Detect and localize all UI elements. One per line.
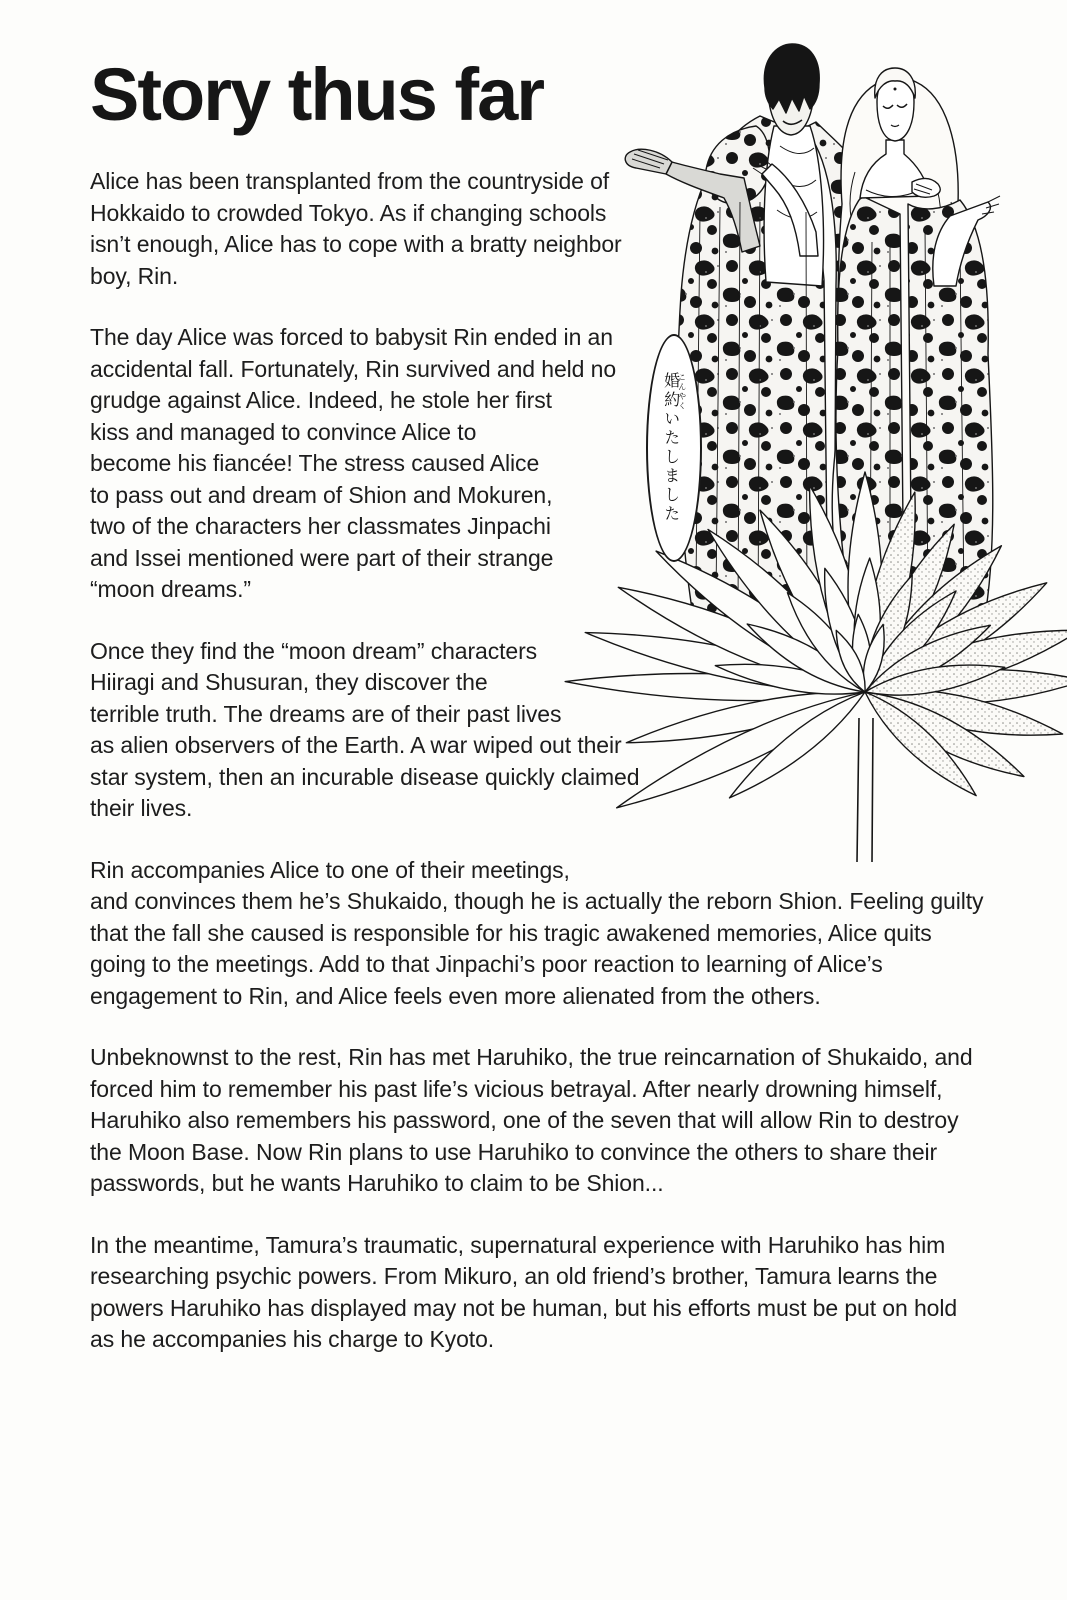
story-paragraph-6: In the meantime, Tamura’s traumatic, supernatural experience with Haruhiko has him researching psychic powers. From Mikuro, an old friend’s brother, Tamura learns the powers Haruhiko has displayed may not be human, but his efforts must be put on hold as he accompanies his charge to Kyoto. (90, 1231, 958, 1352)
story-paragraph-1: Alice has been transplanted from the countryside of Hokkaido to crowded Tokyo. As if changing schools isn’t enough, Alice has to cope with a bratty neighbor boy, Rin. (90, 168, 622, 289)
flower-stem (857, 718, 873, 862)
manga-illustration (560, 42, 1067, 872)
story-paragraph-4: Rin accompanies Alice to one of their meetings, and convinces them he’s Shukaido, though he is actually the reborn Shion. Feeling guilty that the fall she caused is responsible for his tragic awakened memories, Alice quits going to the meetings. Add to that Jinpachi’s poor reaction to learning of Alice’s engagement to Rin, and Alice feels even more alienated from the others. (90, 856, 984, 1009)
page-title: Story thus far (90, 53, 544, 136)
story-paragraph-3: Once they find the “moon dream” characters Hiiragi and Shusuran, they discover the terrible truth. The dreams are of their past lives as alien observers of the Earth. A war wiped out their star system, then an incurable disease quickly claimed their lives. (90, 637, 640, 821)
story-paragraph-2: The day Alice was forced to babysit Rin ended in an accidental fall. Fortunately, Rin survived and held no grudge against Alice. Indeed, he stole her first kiss and managed to convince Alice to become his fiancée! The stress caused Alice to pass out and dream of Shion and Mokuren, two of the characters her classmates Jinpachi and Issei mentioned were part of their strange “moon dreams.” (90, 324, 617, 602)
illustration-drawing (560, 42, 1067, 887)
speech-bubble (646, 334, 702, 562)
story-paragraph-5: Unbeknownst to the rest, Rin has met Haruhiko, the true reincarnation of Shukaido, and forced him to remember his past life’s vicious betrayal. After nearly drowning himself, Haruhiko also remembers his password, one of the seven that will allow Rin to destroy the Moon Base. Now Rin plans to use Haruhiko to convince the others to share their passwords, but he wants Haruhiko to claim to be Shion... (90, 1044, 973, 1196)
speech-bubble-text: 婚約 こんやくいたしました (661, 372, 687, 524)
